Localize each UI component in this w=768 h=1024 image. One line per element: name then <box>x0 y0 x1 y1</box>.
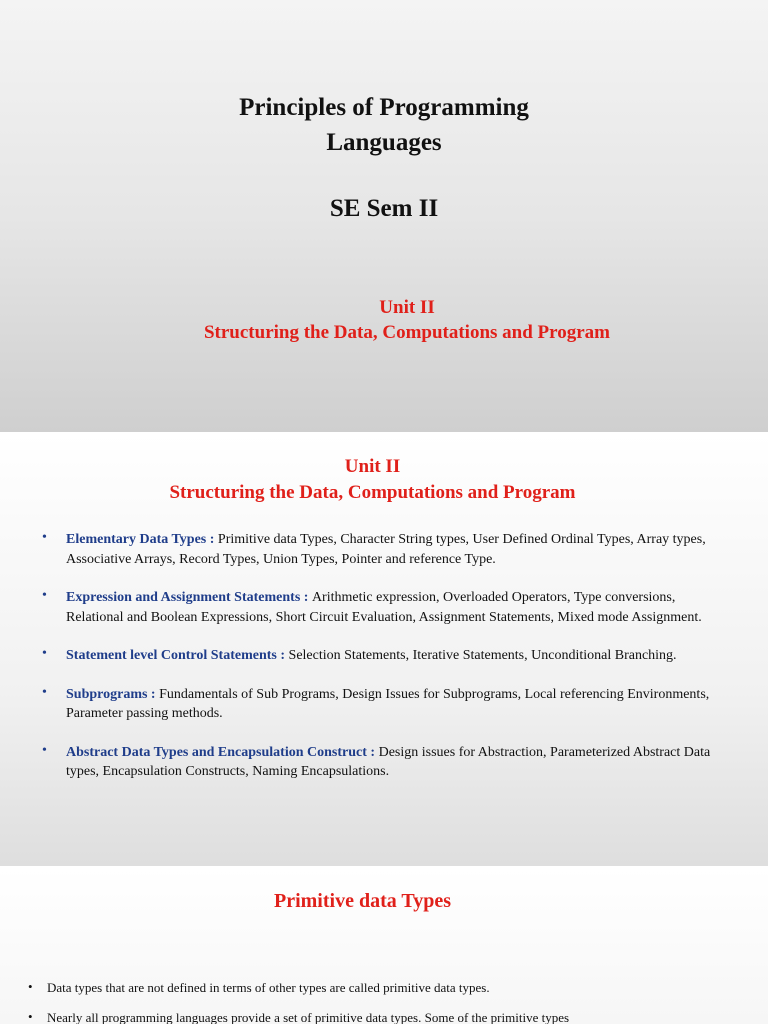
bullet-item: • Data types that are not defined in terms of other types are called primitive data types. <box>28 979 748 997</box>
topic-heading: Subprograms : <box>66 686 160 702</box>
unit-number: Unit II <box>379 297 435 318</box>
topic-text: Primitive data Types, Character String types, User Defined Ordinal Types, Array types, Associative Arrays, Record Types, Union Types, Pointer and reference Type. <box>66 532 706 567</box>
syllabus-subtitle: Structuring the Data, Computations and Program <box>169 482 576 503</box>
topic-text: Arithmetic expression, Overloaded Operators, Type conversions, Relational and Boolean Expressions, Short Circuit Evaluation, Assignment Statements, Mixed mode Assignment. <box>66 590 702 625</box>
topic-item <box>42 743 732 782</box>
semester-label: SE Sem II <box>329 195 439 222</box>
syllabus-unit-number: Unit II <box>344 456 401 477</box>
syllabus-slide <box>0 434 768 866</box>
topic-text: Fundamentals of Sub Programs, Design Issues for Subprograms, Local referencing Environments, Parameter passing methods. <box>66 686 710 721</box>
unit-heading <box>0 295 768 345</box>
topic-item <box>42 530 732 569</box>
course-title <box>0 90 768 160</box>
topic-item <box>42 588 732 627</box>
topic-item <box>42 685 732 724</box>
course-title-line1: Principles of Programming <box>239 94 529 121</box>
topic-item <box>42 646 732 666</box>
course-title-line2: Languages <box>326 129 442 156</box>
primitive-types-slide <box>0 868 768 1024</box>
syllabus-heading <box>0 454 745 506</box>
topic-text: Selection Statements, Iterative Statements, Unconditional Branching. <box>288 648 677 663</box>
unit-subtitle: Structuring the Data, Computations and Program <box>203 322 611 343</box>
title-slide <box>0 0 768 432</box>
topic-heading: Expression and Assignment Statements : <box>66 590 312 605</box>
bullet-item: • Nearly all programming languages provide a set of primitive data types. Some of the primitive types <box>28 1009 748 1024</box>
topic-list <box>42 530 732 801</box>
topic-heading: Statement level Control Statements : <box>66 648 289 663</box>
topic-heading: Abstract Data Types and Encapsulation Construct : <box>66 744 379 760</box>
topic-heading: Elementary Data Types : <box>66 532 218 547</box>
bullet-list <box>28 979 748 1024</box>
slide-title: Primitive data Types <box>273 890 452 912</box>
topic-text: Design issues for Abstraction, Parameterized Abstract Data types, Encapsulation Constructs, Naming Encapsulations. <box>66 744 711 779</box>
